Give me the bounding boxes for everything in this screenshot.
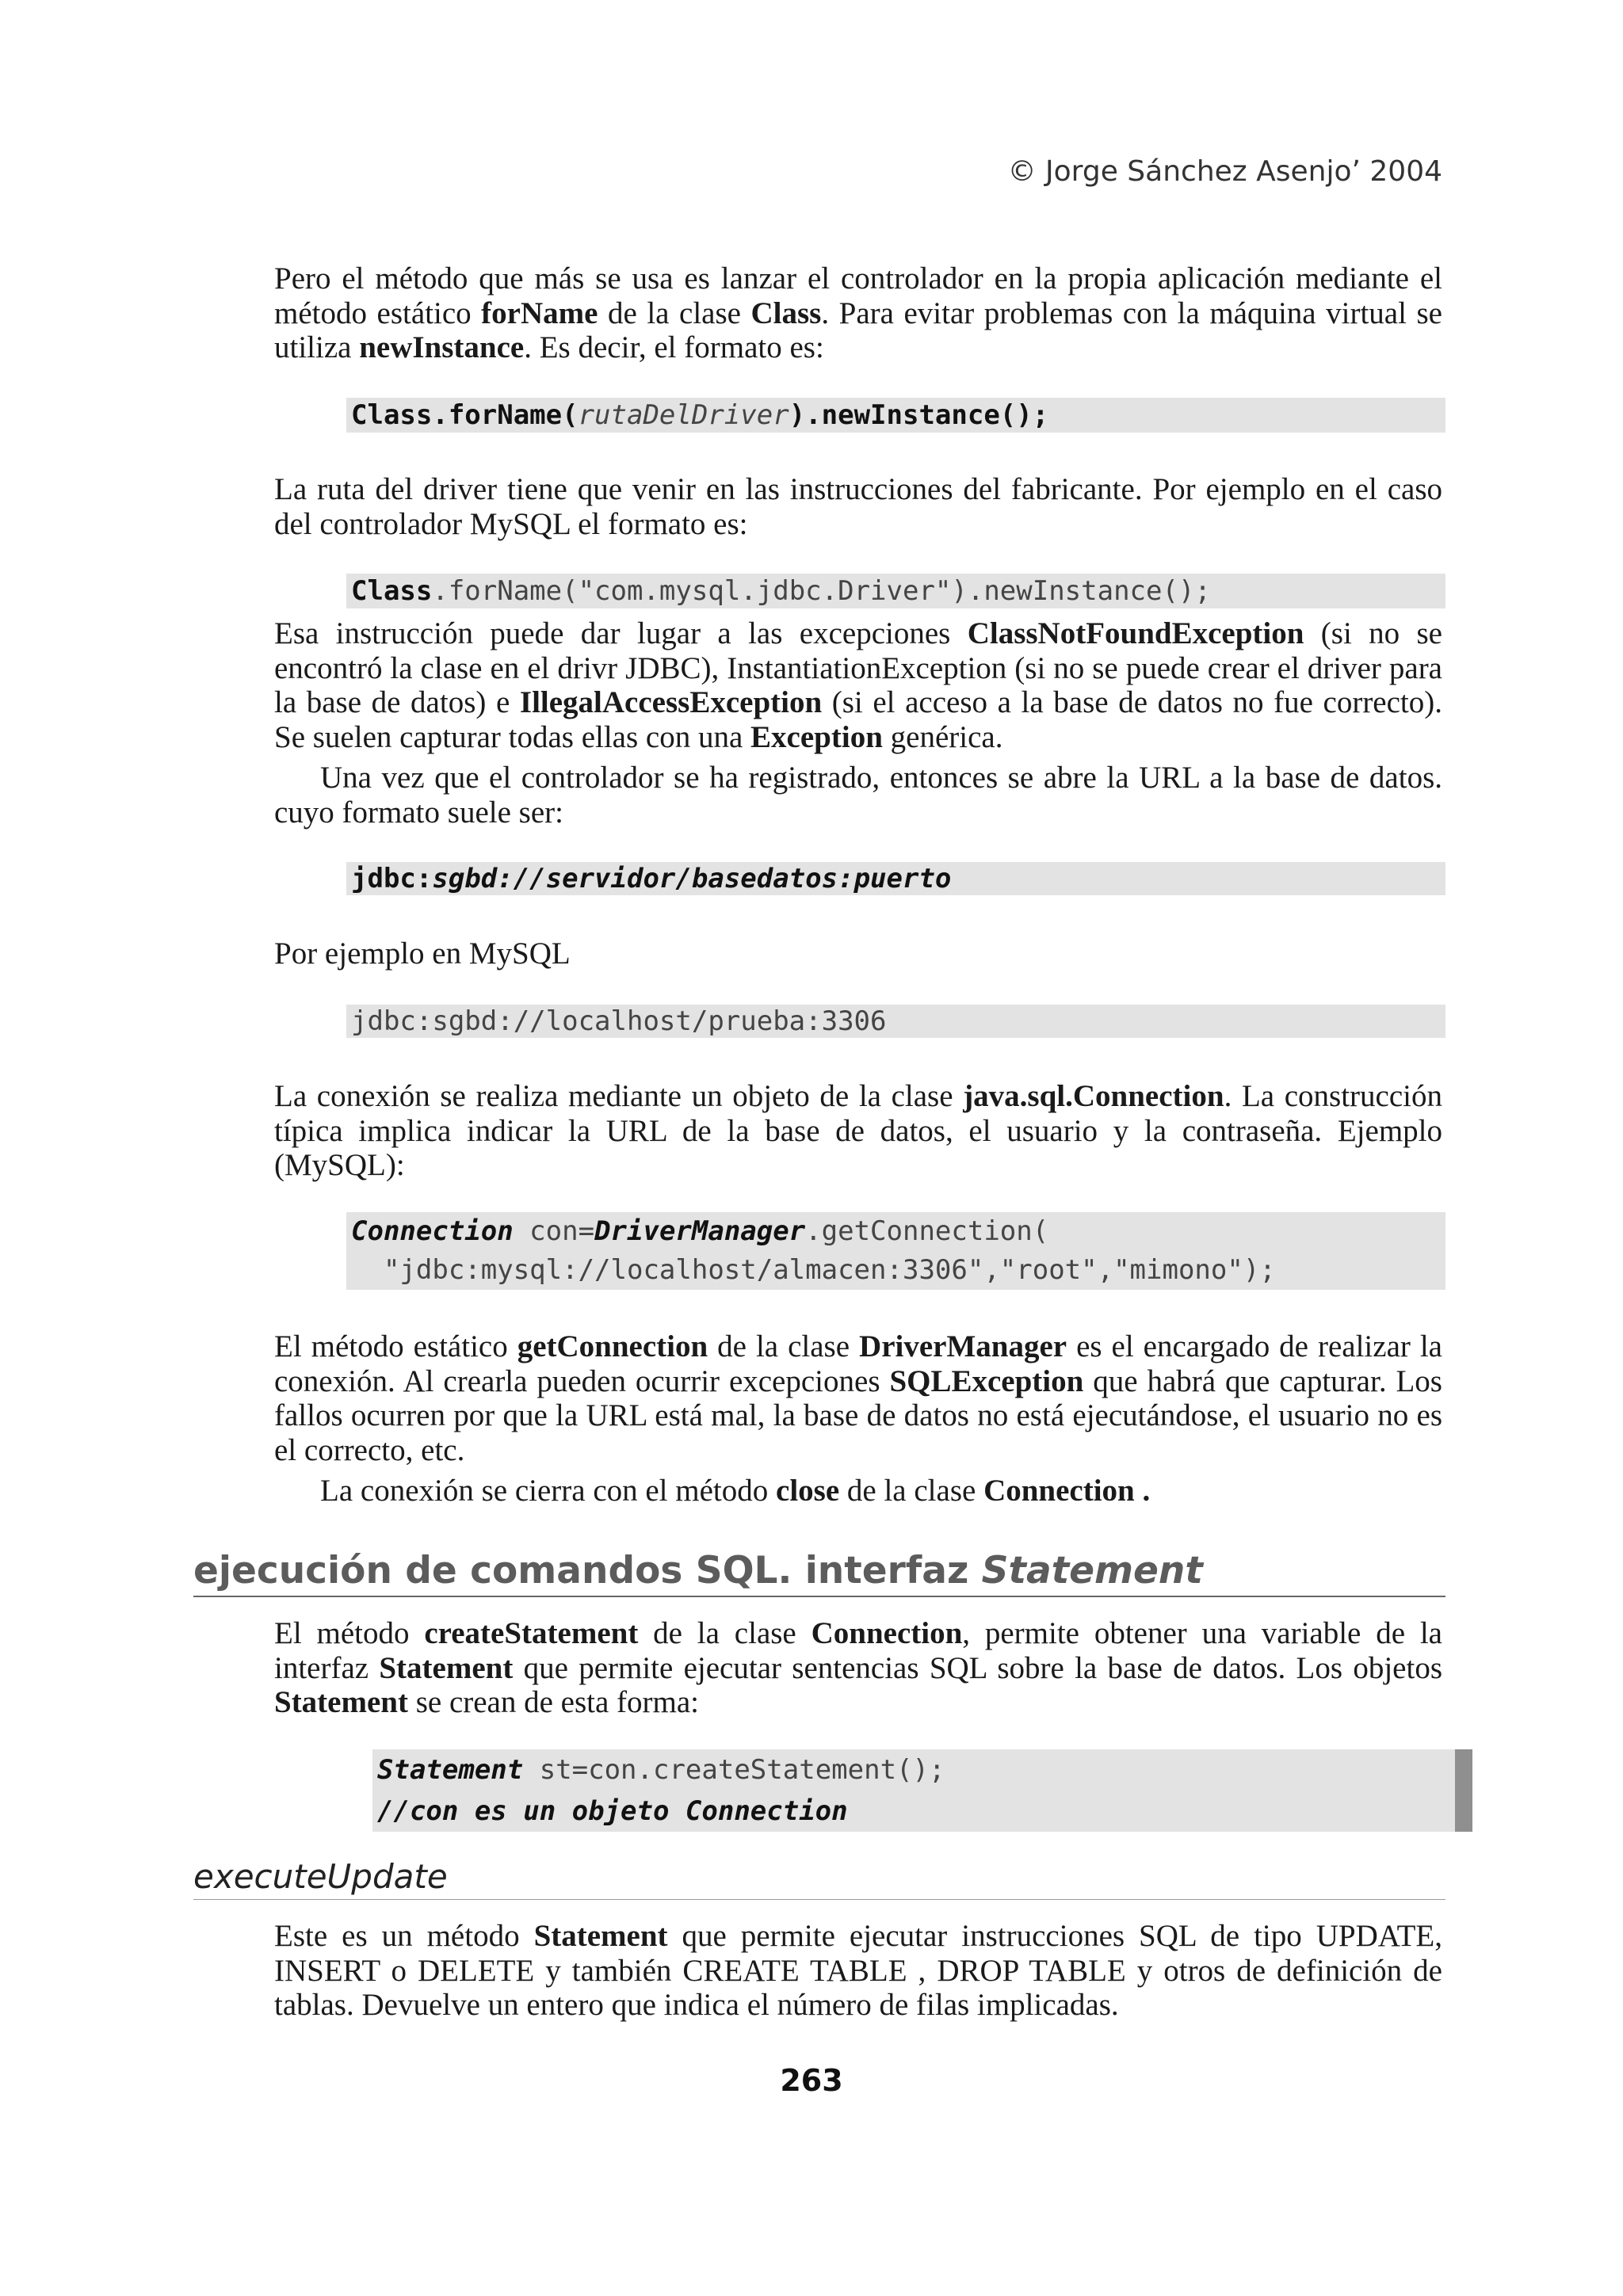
paragraph-createstatement: El método createStatement de la clase Connection, permite obtener una variable de la interfaz Statement que permite ejecutar sentencias SQL sobre la base de datos. Los objetos Statement se crean de esta forma: <box>274 1616 1442 1719</box>
paragraph-driver-route: La ruta del driver tiene que venir en las instrucciones del fabricante. Por ejemplo en el caso del controlador MySQL el formato es: <box>274 472 1442 541</box>
subsection-heading-executeupdate: executeUpdate <box>193 1857 1445 1900</box>
code-block-createstatement <box>372 1749 1455 1832</box>
code-line-1: Connection con=DriverManager.getConnection( <box>351 1215 1049 1247</box>
code-block-getconnection <box>346 1212 1445 1290</box>
code-block-mysql-url: jdbc:sgbd://localhost/prueba:3306 <box>346 1005 1445 1038</box>
code-line-2: "jdbc:mysql://localhost/almacen:3306","root","mimono"); <box>351 1254 1276 1286</box>
paragraph-mysql-example: Por ejemplo en MySQL <box>274 936 571 971</box>
code-line-2-comment: //con es un objeto Connection <box>377 1795 848 1827</box>
paragraph-url-format: Una vez que el controlador se ha registrado, entonces se abre la URL a la base de datos. cuyo formato suele ser: <box>274 761 1442 830</box>
paragraph-getconnection: El método estático getConnection de la clase DriverManager es el encargado de realizar la conexión. Al crearla pueden ocurrir excepciones SQLException que habrá que capturar. Los fallos ocurren por que la URL está mal, la base de datos no está ejecutándose, el usuario no es el correcto, etc. <box>274 1329 1442 1467</box>
page-header-copyright: © Jorge Sánchez Asenjo’ 2004 <box>1007 155 1442 188</box>
section-heading-statement: ejecución de comandos SQL. interfaz Statement <box>193 1549 1445 1597</box>
paragraph-forname-intro: Pero el método que más se usa es lanzar el controlador en la propia aplicación mediante el método estático forName de la clase Class. Para evitar problemas con la máquina virtual se utiliza newInstance. Es decir, el formato es: <box>274 261 1442 364</box>
code-block-side-bar <box>1455 1749 1472 1832</box>
code-block-url-format: jdbc:sgbd://servidor/basedatos:puerto <box>346 862 1445 895</box>
paragraph-exceptions: Esa instrucción puede dar lugar a las excepciones ClassNotFoundException (si no se encontró la clase en el drivr JDBC), InstantiationException (si no se puede crear el driver para la base de datos) e IllegalAccessException (si el acceso a la base de datos no fue correcto). Se suelen capturar todas ellas con una Exception genérica. <box>274 616 1443 754</box>
paragraph-connection-object: La conexión se realiza mediante un objeto de la clase java.sql.Connection. La construcción típica implica indicar la URL de la base de datos, el usuario y la contraseña. Ejemplo (MySQL): <box>274 1079 1442 1182</box>
paragraph-executeupdate: Este es un método Statement que permite ejecutar instrucciones SQL de tipo UPDATE, INSERT o DELETE y también CREATE TABLE , DROP TABLE y otros de definición de tablas. Devuelve un entero que indica el número de filas implicadas. <box>274 1919 1442 2022</box>
code-block-forname-format: Class.forName(rutaDelDriver).newInstance(); <box>346 398 1445 433</box>
code-block-mysql-driver: Class.forName("com.mysql.jdbc.Driver").newInstance(); <box>346 574 1445 608</box>
page-number: 263 <box>780 2063 843 2098</box>
paragraph-close-connection: La conexión se cierra con el método close de la clase Connection . <box>320 1474 1151 1508</box>
code-line-1: Statement st=con.createStatement(); <box>377 1754 945 1786</box>
